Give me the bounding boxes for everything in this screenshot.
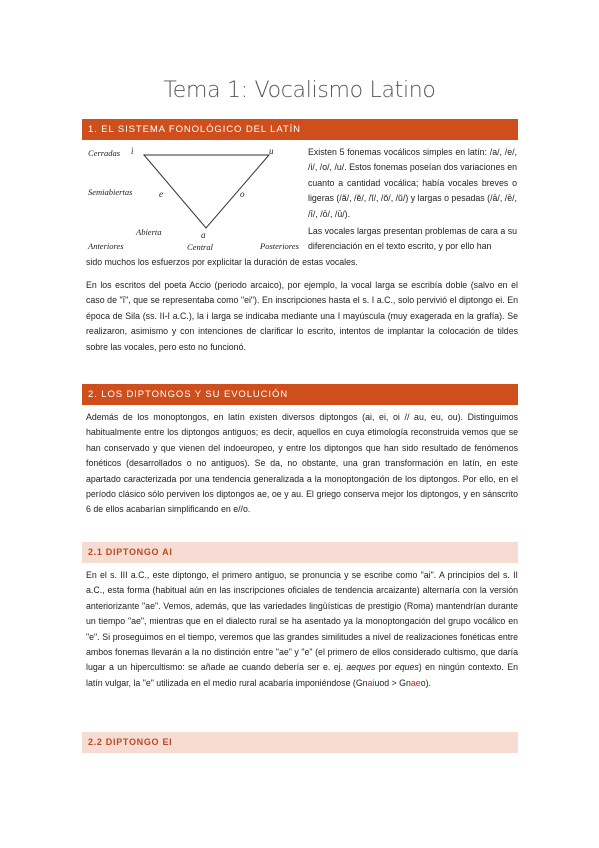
paragraph-diphthongs: Además de los monoptongos, en latín existen diversos diptongos (ai, ei, oi // au, eu, ou). Distinguimos habitualmente entre los diptongos antiguos; es decir, aquellos en cuya etimología reconstruida vemos que se han conservado y que vienen del indoeuropeo, y entre los diptongos que han sido resultado de fenómenos fonéticos (desarrollados o no antiguos). Se da, no obstante, una gran transformación en latín, en este apartado caracterizada por una tendencia generalizada a la monoptongación de los diptongos. Por ello, en el período clásico sólo perviven los diptongos ae, oe y au. El griego conserva mejor los diptongos, y en sánscrito 6 de ellos acabarían simplificando en e//o.	[86, 412, 518, 515]
example-aeques: aeques	[346, 662, 376, 673]
label-cerradas: Cerradas	[88, 148, 121, 158]
vowel-triangle-diagram	[86, 142, 306, 254]
section-heading-2: 2. LOS DIPTONGOS Y SU EVOLUCIÓN	[82, 384, 518, 405]
paragraph-ai-main: En el s. III a.C., este diptongo, el primero antiguo, se pronuncia y se escribe como "ai". A principios del s. II a.C., esta forma (habitual aún en las inscripciones oficiales de tendencia arcaizante) alternaría con la versión anteriorizante "ae". Vemos, además, que las variedades lingüísticas de prestigio (Roma) mantendrían durante un tiempo "ae", mientras que en el dialecto rural se ha asentado ya la monoptongación del grupo vocálico en "e". Si proseguimos en el tiempo, veremos que las grandes similitudes a nivel de realizaciones fonéticas entre ambos fonemas llevarán a la no distinción entre "ae" y "e" (el primero de ellos considerado cultismo, que daría lugar a un hipercultismo: se añade ae cuando debería ser e. ej.	[86, 570, 518, 673]
label-vowel-e: e	[159, 189, 163, 199]
section-heading-1: 1. EL SISTEMA FONOLÓGICO DEL LATÍN	[82, 119, 518, 140]
label-abierta: Abierta	[136, 227, 162, 237]
word-gnaiuod-prefix: Gn	[355, 677, 368, 688]
word-gnaeo-prefix: Gn	[399, 677, 411, 688]
label-posteriores: Posteriores	[260, 241, 299, 251]
label-semiabiertas: Semiabiertas	[88, 187, 133, 197]
paragraph-accio: En los escritos del poeta Accio (periodo arcaico), por ejemplo, la vocal larga se escribía doble (salvo en el caso de "ī", que se representaba como "ei"). En inscripciones hasta el s. I a.C., solo pervivió el diptongo ei. En época de Sila (ss. II-I a.C.), la i larga se indicaba mediante una I mayúscula (muy exagerada en la grafía). Se realizaron, asimismo y con intenciones de clarificar lo escrito, intentos de implantar la colocación de tildes sobre las vocales, pero esto no funcionó.	[86, 280, 518, 352]
example-eques: eques	[394, 662, 419, 673]
paragraph-long-vowels-b: sido muchos los esfuerzos por explicitar la duración de estas vocales.	[86, 257, 358, 267]
label-vowel-u: u	[269, 146, 274, 156]
highlight-ai: ai	[367, 677, 375, 688]
label-central: Central	[187, 242, 213, 252]
label-vowel-a: a	[201, 230, 206, 240]
subsection-heading-2-1: 2.1 DIPTONGO AI	[82, 542, 518, 563]
highlight-ae: ae	[410, 677, 421, 688]
label-vowel-o: o	[240, 189, 245, 199]
word-gnaeo-suffix: o).	[420, 677, 431, 688]
label-vowel-i: i	[131, 146, 134, 156]
example-por: por	[378, 662, 392, 673]
paragraph-diphthong-ai	[86, 568, 518, 691]
paragraph-ai-tail: ) en ningún contexto. En latín vulgar, la "e" utilizada en el medio rural acabaría imponiéndose (	[86, 662, 518, 688]
paragraph-vowel-phonemes: Existen 5 fonemas vocálicos simples en latín: /a/, /e/, /i/, /o/, /u/. Estos fonemas poseían dos variaciones en cuanto a cantidad vocálica; había vocales breves o ligeras (/ă/, /ĕ/, /ĭ/, /ŏ/, /ŭ/) y largas o pesadas (/ā/, /ē/, /ī/, /ō/, /ū/).	[308, 147, 517, 219]
paragraph-long-vowels-a: Las vocales largas presentan problemas de cara a su diferenciación en el texto escrito, y por ello han	[308, 226, 517, 252]
page-title: Tema 1: Vocalismo Latino	[163, 78, 436, 103]
word-gnaiuod-suffix: uod >	[374, 677, 400, 688]
subsection-heading-2-2: 2.2 DIPTONGO EI	[82, 732, 518, 753]
label-anteriores: Anteriores	[88, 241, 124, 251]
